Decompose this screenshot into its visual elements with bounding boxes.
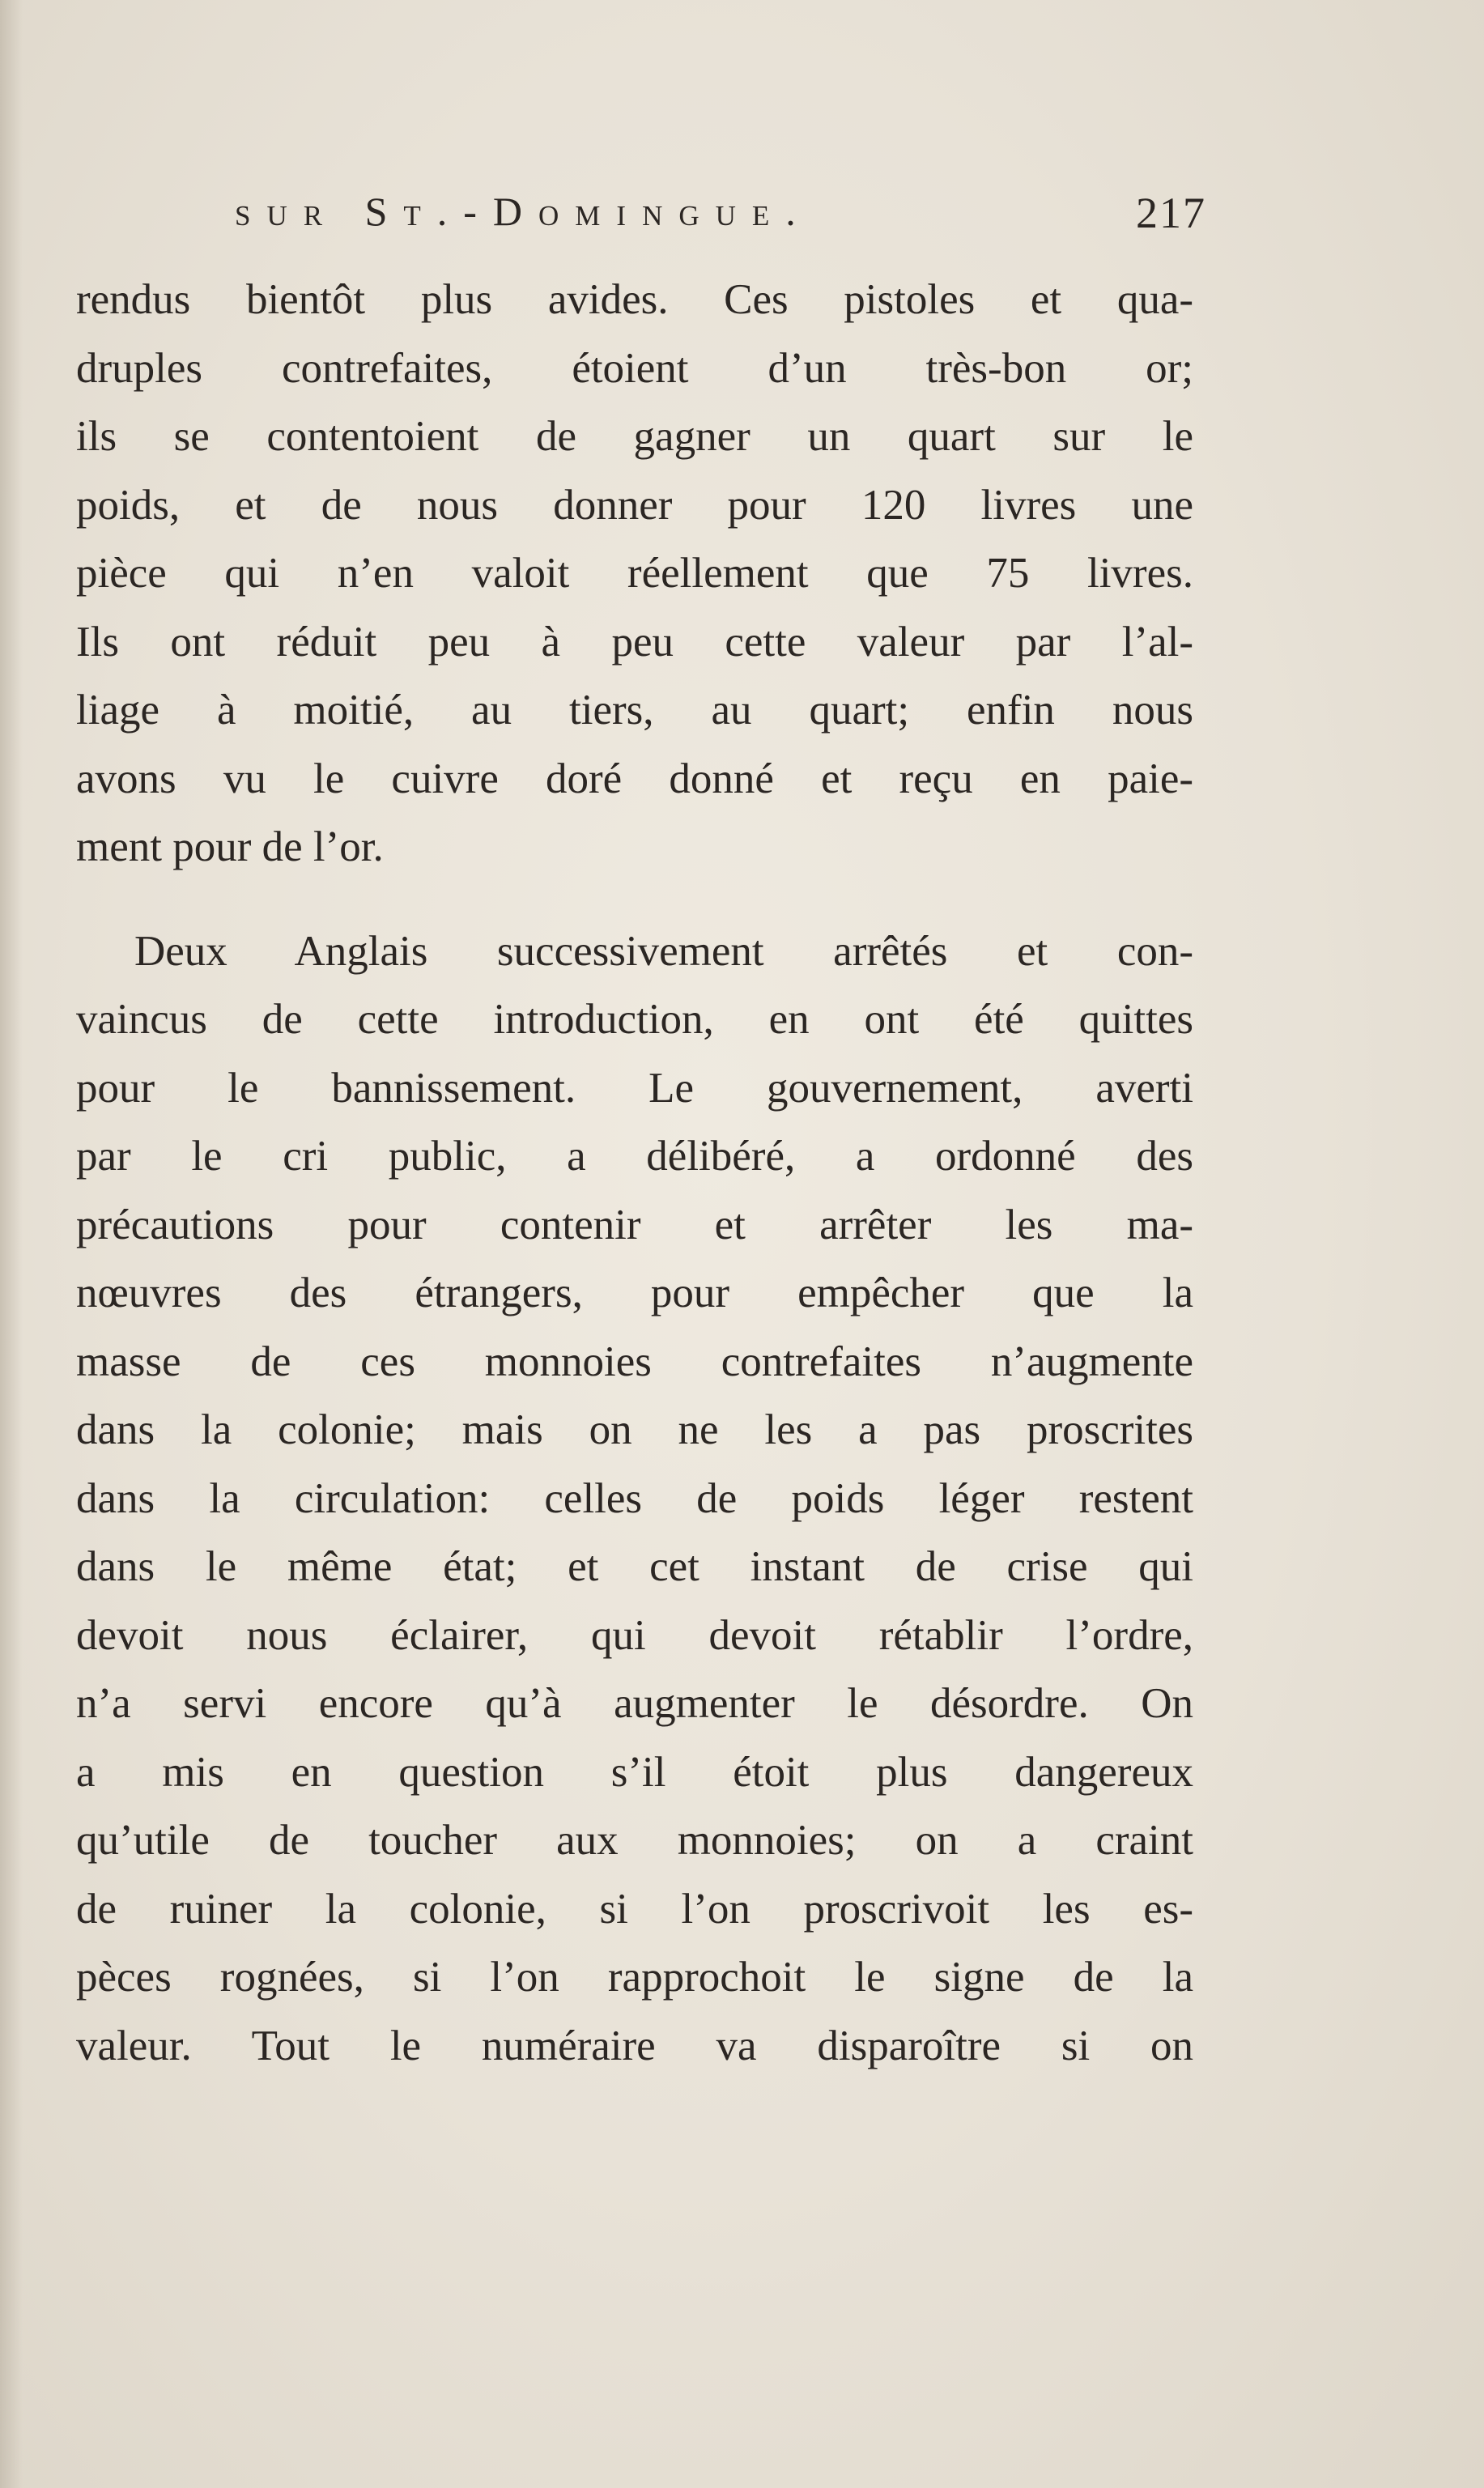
text-line: dans la colonie; mais on ne les a pas proscrites (76, 1406, 1193, 1453)
paragraph-gap (76, 882, 1193, 917)
text-line: pèces rognées, si l’on rapprochoit le signe de la (76, 1954, 1193, 2001)
gutter-shadow (0, 0, 23, 2488)
text-line: masse de ces monnoies contrefaites n’augmente (76, 1338, 1193, 1385)
text-line: n’a servi encore qu’à augmenter le désordre. On (76, 1680, 1193, 1727)
text-line: druples contrefaites, étoient d’un très-bon or; (76, 344, 1193, 392)
text-line: ment pour de l’or. (76, 823, 384, 870)
text-line: liage à moitié, au tiers, au quart; enfin nous (76, 687, 1193, 734)
text-line: précautions pour contenir et arrêter les ma- (76, 1201, 1193, 1248)
text-line: valeur. Tout le numéraire va disparoître si on (76, 2022, 1193, 2069)
text-line: devoit nous éclairer, qui devoit rétablir l’ordre, (76, 1611, 1193, 1659)
text-line: avons vu le cuivre doré donné et reçu en paie- (76, 755, 1193, 802)
text-line: ils se contentoient de gagner un quart sur le (76, 413, 1193, 460)
page-number: 217 (1136, 189, 1206, 237)
text-line: dans la circulation: celles de poids léger restent (76, 1474, 1193, 1522)
text-line: par le cri public, a délibéré, a ordonné des (76, 1133, 1193, 1180)
text-line: dans le même état; et cet instant de crise qui (76, 1543, 1193, 1590)
paragraph-2 (76, 917, 1193, 2081)
text-line: Ils ont réduit peu à peu cette valeur par l’al- (76, 618, 1193, 666)
text-line: Deux Anglais successivement arrêtés et con- (134, 927, 1193, 975)
text-line: de ruiner la colonie, si l’on proscrivoit les es- (76, 1885, 1193, 1933)
text-line: pièce qui n’en valoit réellement que 75 livres. (76, 550, 1193, 597)
text-line: vaincus de cette introduction, en ont été quittes (76, 996, 1193, 1043)
text-line: rendus bientôt plus avides. Ces pistoles et qua- (76, 276, 1193, 323)
text-line: poids, et de nous donner pour 120 livres une (76, 481, 1193, 529)
page-header (235, 188, 1206, 245)
running-title: sur St.-Domingue. (235, 189, 812, 234)
text-line: a mis en question s’il étoit plus dangereux (76, 1748, 1193, 1796)
paragraph-1 (76, 266, 1193, 882)
text-line: qu’utile de toucher aux monnoies; on a craint (76, 1817, 1193, 1864)
text-line: pour le bannissement. Le gouvernement, averti (76, 1064, 1193, 1112)
text-line: nœuvres des étrangers, pour empêcher que la (76, 1270, 1193, 1316)
body-text (76, 266, 1193, 2080)
